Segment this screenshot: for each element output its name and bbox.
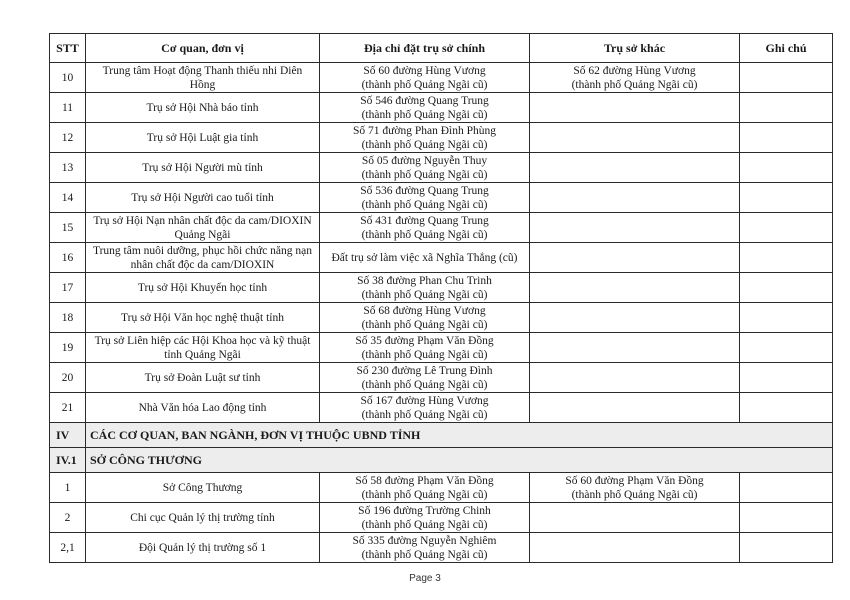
main-address xyxy=(320,153,530,183)
unit-name xyxy=(86,503,320,533)
unit-name-text: Trung tâm Hoạt động Thanh thiếu nhi Diên Hồng xyxy=(102,64,303,91)
table-row xyxy=(50,213,833,243)
unit-name xyxy=(86,123,320,153)
note-cell xyxy=(740,363,833,393)
unit-name-text: Trụ sở Đoàn Luật sư tỉnh xyxy=(144,371,261,384)
other-address xyxy=(530,213,740,243)
unit-name xyxy=(86,393,320,423)
other-address xyxy=(530,123,740,153)
other-address xyxy=(530,393,740,423)
unit-name xyxy=(86,533,320,563)
section-code: IV xyxy=(50,423,86,448)
unit-name-text: Trụ sở Hội Luật gia tỉnh xyxy=(146,131,259,144)
table-row xyxy=(50,533,833,563)
page-number: Page 3 xyxy=(409,573,441,584)
table-body xyxy=(50,63,833,563)
main-address-line: Số 68 đường Hùng Vương xyxy=(363,304,486,317)
table-row xyxy=(50,393,833,423)
main-address-line: Số 05 đường Nguyễn Thuy xyxy=(361,154,488,167)
main-address-line: (thành phố Quảng Ngãi cũ) xyxy=(361,518,488,531)
main-address-line: Số 167 đường Hùng Vương xyxy=(360,394,489,407)
note-cell xyxy=(740,393,833,423)
row-number: 21 xyxy=(50,393,86,423)
main-address-line: Số 71 đường Phan Đình Phùng xyxy=(353,124,496,137)
header-main-address: Địa chỉ đặt trụ sở chính xyxy=(320,34,530,63)
header-row xyxy=(50,34,833,63)
table-row xyxy=(50,63,833,93)
unit-name-text: Trụ sở Hội Khuyến học tỉnh xyxy=(137,281,268,294)
section-row xyxy=(50,448,833,473)
table-row xyxy=(50,93,833,123)
main-address xyxy=(320,363,530,393)
main-address-line: (thành phố Quảng Ngãi cũ) xyxy=(361,108,488,121)
note-cell xyxy=(740,243,833,273)
other-address-line: Số 60 đường Phạm Văn Đồng xyxy=(565,474,704,487)
row-number: 11 xyxy=(50,93,86,123)
section-title: CÁC CƠ QUAN, BAN NGÀNH, ĐƠN VỊ THUỘC UBND TỈNH xyxy=(86,423,833,448)
note-cell xyxy=(740,473,833,503)
main-address xyxy=(320,503,530,533)
header-stt: STT xyxy=(50,34,86,63)
unit-name xyxy=(86,183,320,213)
other-address xyxy=(530,63,740,93)
unit-name-text: Sở Công Thương xyxy=(162,481,243,494)
note-cell xyxy=(740,333,833,363)
row-number: 18 xyxy=(50,303,86,333)
other-address xyxy=(530,473,740,503)
main-address-line: Số 230 đường Lê Trung Đình xyxy=(356,364,493,377)
main-address xyxy=(320,273,530,303)
main-address-line: Số 536 đường Quang Trung xyxy=(360,184,489,197)
note-cell xyxy=(740,533,833,563)
main-address xyxy=(320,213,530,243)
main-address xyxy=(320,533,530,563)
unit-name-text: Nhà Văn hóa Lao động tỉnh xyxy=(138,401,267,414)
main-address-line: Số 38 đường Phan Chu Trinh xyxy=(357,274,492,287)
main-address-line: (thành phố Quảng Ngãi cũ) xyxy=(361,548,488,561)
other-address xyxy=(530,533,740,563)
table-row xyxy=(50,153,833,183)
row-number: 16 xyxy=(50,243,86,273)
main-address-line: (thành phố Quảng Ngãi cũ) xyxy=(361,348,488,361)
main-address-line: (thành phố Quảng Ngãi cũ) xyxy=(361,138,488,151)
row-number: 15 xyxy=(50,213,86,243)
main-address xyxy=(320,243,530,273)
header-note: Ghi chú xyxy=(740,34,833,63)
main-address-line: Số 60 đường Hùng Vương xyxy=(363,64,486,77)
table-header xyxy=(50,34,833,63)
other-address xyxy=(530,153,740,183)
unit-name xyxy=(86,63,320,93)
note-cell xyxy=(740,153,833,183)
note-cell xyxy=(740,213,833,243)
main-address xyxy=(320,63,530,93)
row-number: 1 xyxy=(50,473,86,503)
unit-name-text: Chi cục Quản lý thị trường tỉnh xyxy=(130,511,275,524)
note-cell xyxy=(740,93,833,123)
unit-name-text: Trụ sở Hội Văn học nghệ thuật tỉnh xyxy=(121,311,284,324)
main-address-line: Đất trụ sở làm việc xã Nghĩa Thắng (cũ) xyxy=(331,251,518,264)
row-number: 10 xyxy=(50,63,86,93)
other-address xyxy=(530,273,740,303)
unit-name-text: Trụ sở Hội Nạn nhân chất độc da cam/DIOXIN Quảng Ngãi xyxy=(93,214,312,241)
unit-name xyxy=(86,273,320,303)
main-address-line: Số 35 đường Phạm Văn Đồng xyxy=(355,334,494,347)
table-row xyxy=(50,333,833,363)
table-row xyxy=(50,503,833,533)
main-address xyxy=(320,473,530,503)
row-number: 2,1 xyxy=(50,533,86,563)
main-address xyxy=(320,333,530,363)
header-unit: Cơ quan, đơn vị xyxy=(86,34,320,63)
unit-name-text: Trung tâm nuôi dưỡng, phục hồi chức năng nạn nhân chất độc da cam/DIOXIN xyxy=(92,244,313,271)
main-address-line: (thành phố Quảng Ngãi cũ) xyxy=(361,78,488,91)
main-address-line: Số 58 đường Phạm Văn Đồng xyxy=(355,474,494,487)
row-number: 14 xyxy=(50,183,86,213)
note-cell xyxy=(740,63,833,93)
unit-name xyxy=(86,473,320,503)
main-address xyxy=(320,393,530,423)
main-address-line: Số 335 đường Nguyễn Nghiêm xyxy=(352,534,497,547)
section-title: SỞ CÔNG THƯƠNG xyxy=(86,448,833,473)
main-address xyxy=(320,123,530,153)
unit-name-text: Trụ sở Hội Nhà báo tỉnh xyxy=(146,101,259,114)
main-address-line: Số 431 đường Quang Trung xyxy=(360,214,489,227)
unit-name xyxy=(86,303,320,333)
header-other-address: Trụ sở khác xyxy=(530,34,740,63)
other-address xyxy=(530,93,740,123)
main-address-line: (thành phố Quảng Ngãi cũ) xyxy=(361,488,488,501)
other-address xyxy=(530,243,740,273)
main-address-line: (thành phố Quảng Ngãi cũ) xyxy=(361,228,488,241)
other-address-line: (thành phố Quảng Ngãi cũ) xyxy=(571,78,698,91)
main-address xyxy=(320,183,530,213)
unit-name-text: Trụ sở Hội Người mù tỉnh xyxy=(142,161,263,174)
other-address xyxy=(530,333,740,363)
section-row xyxy=(50,423,833,448)
section-code: IV.1 xyxy=(50,448,86,473)
unit-name xyxy=(86,213,320,243)
row-number: 2 xyxy=(50,503,86,533)
main-address xyxy=(320,303,530,333)
unit-name xyxy=(86,363,320,393)
unit-name xyxy=(86,153,320,183)
main-address-line: (thành phố Quảng Ngãi cũ) xyxy=(361,168,488,181)
unit-name-text: Đội Quản lý thị trường số 1 xyxy=(138,541,267,554)
other-address xyxy=(530,363,740,393)
other-address xyxy=(530,503,740,533)
note-cell xyxy=(740,503,833,533)
table-row xyxy=(50,363,833,393)
note-cell xyxy=(740,123,833,153)
main-address xyxy=(320,93,530,123)
row-number: 12 xyxy=(50,123,86,153)
table-row xyxy=(50,273,833,303)
table-row xyxy=(50,243,833,273)
note-cell xyxy=(740,303,833,333)
main-address-line: (thành phố Quảng Ngãi cũ) xyxy=(361,378,488,391)
table-row xyxy=(50,473,833,503)
unit-name xyxy=(86,93,320,123)
unit-name-text: Trụ sở Liên hiệp các Hội Khoa học và kỹ thuật tỉnh Quảng Ngãi xyxy=(94,334,311,361)
other-address xyxy=(530,303,740,333)
main-address-line: (thành phố Quảng Ngãi cũ) xyxy=(361,198,488,211)
main-address-line: (thành phố Quảng Ngãi cũ) xyxy=(361,288,488,301)
row-number: 17 xyxy=(50,273,86,303)
row-number: 13 xyxy=(50,153,86,183)
other-address-line: Số 62 đường Hùng Vương xyxy=(573,64,696,77)
unit-name-text: Trụ sở Hội Người cao tuổi tỉnh xyxy=(131,191,274,204)
unit-name xyxy=(86,243,320,273)
main-address-line: (thành phố Quảng Ngãi cũ) xyxy=(361,318,488,331)
table-row xyxy=(50,183,833,213)
table-row xyxy=(50,123,833,153)
other-address-line: (thành phố Quảng Ngãi cũ) xyxy=(571,488,698,501)
row-number: 19 xyxy=(50,333,86,363)
main-address-line: Số 196 đường Trường Chinh xyxy=(358,504,491,517)
note-cell xyxy=(740,273,833,303)
note-cell xyxy=(740,183,833,213)
table-row xyxy=(50,303,833,333)
main-address-line: Số 546 đường Quang Trung xyxy=(360,94,489,107)
main-address-line: (thành phố Quảng Ngãi cũ) xyxy=(361,408,488,421)
other-address xyxy=(530,183,740,213)
facility-table xyxy=(49,33,833,563)
row-number: 20 xyxy=(50,363,86,393)
unit-name xyxy=(86,333,320,363)
